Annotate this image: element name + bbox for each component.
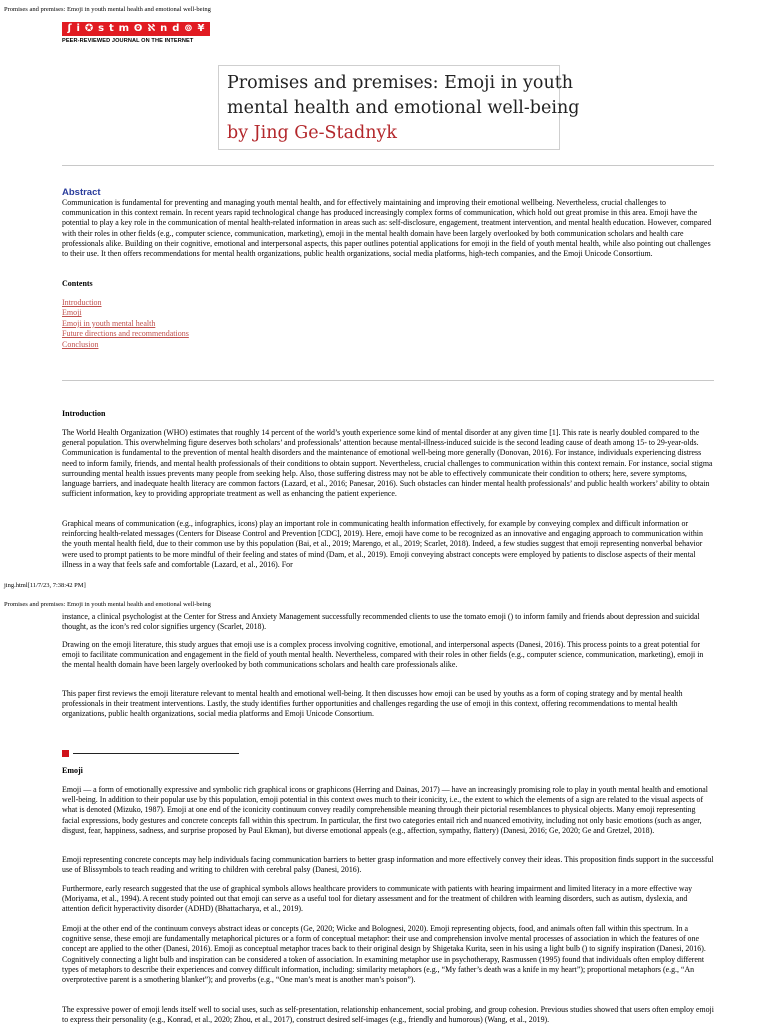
paragraph-text: Graphical means of communication (e.g., infographics, icons) play an important role in communicating health information effectively, for example by conveying complex and difficult information or reinforcing health-related messages (Centers for Disease Control and Prevention [CDC], 2019). Here, emoji have come to be recognized as an innovative and engaging approach to communication within the youth mental health field, due to their common use by this population (Bai, et al., 2019; Marengo, et al., 2019; Scarlet, 2018). Indeed, a few studies suggest that emoji representing nonverbal behavior were used to prompt patients to be more mindful of their feeling and states of mind (Dam, et al., 2019). Emoji conveying abstract concepts were employed by patients to disclose aspects of their mental illness in a way that feels safe and comfortable (Lazard, et al., 2016). For (62, 519, 703, 569)
paragraph-text: instance, a clinical psychologist at the Center for Stress and Anxiety Management successfully recommended clients to use the tomato emoji () to inform family and friends about depression and suicidal thought, as the icon’s red color signifies urgency (Scarlet, 2018). (62, 612, 700, 632)
abstract-paragraph: Communication is fundamental for preventing and managing youth mental health, and for effectively maintaining and improving their emotional wellbeing. Nevertheless, crucial challenges to communication in this context remain. In recent years rapid technological change has produced increasingly complex forms of communication, which hold out great promise in this area. Emoji have the potential to play a key role in the communication of mental health-related information in areas such as: self-disclosure, engagement, treatment intervention, and mental health education. However, compared with their roles in other fields (e.g., computer science, communication, marketing), emoji in the mental health domain have been largely overlooked by both communication scholars and health care professionals alike. Building on their cognitive, emotional and interpersonal aspects, this paper outlines potential applications for emoji in the field of youth mental health, while also pointing out challenges to their use. It then offers recommendations for mental health organizations, public health organizations, social media platforms, high-tech companies, and the Emoji Unicode Consortium. (62, 198, 712, 259)
introduction-paragraph-4 (62, 689, 714, 720)
paragraph-text: The expressive power of emoji lends itself well to social uses, such as self-presentation, relationship enhancement, social probing, and group cohesion. Previous studies showed that users often employ emoji to express their personality (e.g., Konrad, et al., 2020; Zhou, et al., 2017), construct desired self-images (e.g., friendly and humorous) (Wang, et al., 2019). (62, 1005, 714, 1024)
emoji-paragraph-3 (62, 884, 714, 915)
logo-glyph: i (76, 23, 80, 34)
article-title-line-2: mental health and emotional well-being (227, 98, 580, 118)
toc-link-conclusion[interactable]: Conclusion (62, 339, 99, 349)
emoji-paragraph-1 (62, 785, 714, 836)
logo-glyph: ¥ (197, 23, 205, 34)
introduction-paragraph-3 (62, 640, 714, 671)
toc-link-emoji-youth-mental-health[interactable]: Emoji in youth mental health (62, 318, 156, 328)
introduction-paragraph-2 (62, 519, 714, 570)
section-marker-line (73, 753, 239, 754)
table-of-contents (62, 298, 189, 350)
logo-glyph: ✪ (84, 23, 94, 34)
print-timestamp: jing.html[11/7/23, 7:38:42 PM] (4, 582, 86, 589)
article-author: by Jing Ge-Stadnyk (227, 123, 397, 143)
paragraph-text: Furthermore, early research suggested that the use of graphical symbols allows healthcare providers to communicate with patients with hearing impairment and limited literacy in a more effective way (Moriyama, et al., 1994). A recent study pointed out that emoji can serve as a useful tool for dietary assessment and for the treatment of children with learning disorders, such as autism, dyslexia, and attention deficit hyperactivity disorder (ADHD) (Bhattacharya, et al., 2019). (62, 884, 693, 914)
article-title-card (218, 65, 580, 150)
emoji-paragraph-2 (62, 855, 714, 875)
emoji-paragraph-5 (62, 1005, 714, 1024)
logo-glyph: ʘ (133, 23, 143, 34)
paragraph-text: Emoji representing concrete concepts may help individuals facing communication barriers to better grasp information and more effectively convey their ideas. This proposition finds support in the successful use of Blissymbols to teach reading and writing to children with cerebral palsy (Danesi, 2016). (62, 855, 714, 875)
introduction-paragraph-2-continued (62, 612, 714, 632)
logo-glyph: d (172, 23, 180, 34)
paragraph-text: This paper first reviews the emoji literature relevant to mental health and emotional well-being. It then discusses how emoji can be used by youths as a form of coping strategy and by mental health professionals in their treatment interventions. Lastly, the study identifies further opportunities and challenges regarding the use of emoji in this context, offering recommendations to mental health organizations, public health organizations, social media platforms and Emoji Unicode Consortium. (62, 689, 683, 719)
introduction-heading: Introduction (62, 409, 106, 418)
abstract-text (62, 198, 714, 259)
emoji-heading: Emoji (62, 766, 83, 775)
toc-link-emoji[interactable]: Emoji (62, 308, 82, 318)
paragraph-text: Emoji — a form of emotionally expressive and symbolic rich graphical icons or graphicons (Herring and Dainas, 2017) — have an increasingly promising role to play in youth mental health and emotional well-being. In addition to their popular use by this population, emoji potential in this context owes much to their iconicity, i.e., the extent to which the elements of a sign are related to the visual aspects of what is denoted (Mizuko, 1987). Emoji at one end of the iconicity continuum convey readily comprehensible meaning through their pictorial resemblances to physical objects. Many emoji representing facial expressions, body gestures and concrete concepts fall within this spectrum. In particular, the first two categories entail rich and nuanced emotivity, including not only basic emotions (such as anger, disgust, fear, happiness, sadness, and surprise proposed by Paul Ekman), but diverse emotional appeals (e.g., affection, sympathy, flattery) (Danesi, 2016; Ge, 2020; Ge and Gretzel, 2018). (62, 785, 708, 835)
emoji-paragraph-4 (62, 924, 714, 985)
introduction-paragraph-1 (62, 428, 714, 499)
paragraph-text: The World Health Organization (WHO) estimates that roughly 14 percent of the world’s youth experience some kind of mental disorder at any given time [1]. This rate is nearly doubled compared to the general population. This overwhelming figure deserves both scholars’ and professionals’ attention because mental-illness-induced suicide is the second leading cause of death among 15- to 29-year-olds. Communication is fundamental to the prevention of mental health disorders and the maintenance of emotional well-being more generally (Donovan, 2016). For instance, individuals experiencing distress need to inform family, friends, and mental health professionals of their conditions to obtain support. Nevertheless, crucial challenges to communication within this context remain. For instance, social stigma surrounding mental health issues prevents many people from seeking help. Also, those suffering distress may not be able to effectively communicate their condition to others; here, severe symptoms, language barriers, and inadequate health literacy are common factors (Lazard, et al., 2016; Panesar, 2016). Such obstacles can hinder mental health professionals’ and public health workers’ ability to obtain sufficient information, key to providing appropriate treatment as well as enhancing the patient experience. (62, 428, 713, 499)
logo-tagline: PEER-REVIEWED JOURNAL ON THE INTERNET (62, 38, 194, 44)
contents-heading: Contents (62, 279, 93, 288)
article-title-line-1: Promises and premises: Emoji in youth (227, 73, 574, 93)
logo-glyph: t (108, 23, 114, 34)
logo-glyph: ⊚ (184, 23, 193, 34)
toc-link-introduction[interactable]: Introduction (62, 298, 102, 307)
running-head: Promises and premises: Emoji in youth mental health and emotional well-being (4, 6, 211, 13)
abstract-heading: Abstract (62, 187, 101, 198)
toc-link-future-directions[interactable]: Future directions and recommendations (62, 329, 189, 339)
paragraph-text: Emoji at the other end of the continuum conveys abstract ideas or concepts (Ge, 2020; Wicke and Bolognesi, 2020). Emoji representing objects, food, and animals often fall within this spectrum. In a cognitive sense, these emoji are fundamentally metaphorical pictures or a form of conceptual metaphor: their use and comprehension involve mental processes of association in which the features of one concept are applied to the other (Danesi, 2016). Emoji as conceptual metaphor traces back to their original design by Shigetaka Kurita, seen in his using a light bulb () to signify inspiration (Danesi, 2016). Cognitively connecting a light bulb and inspiration can be considered a token of association. In examining metaphor use in psychotherapy, Rasmussen (1995) found that individuals often employ different types of metaphors to describe their experiences and convey difficult information, including: similarity metaphors (e.g., “My father’s death was a knife in my heart”); proportional metaphors (e.g., “An overprotective parent is a smothering blanket”); and proverbs (e.g., “One man’s meat is another man’s poison”). (62, 924, 706, 985)
divider (62, 380, 714, 381)
logo-glyph: n (160, 23, 168, 34)
logo-wordmark (62, 22, 210, 36)
paragraph-text: Drawing on the emoji literature, this study argues that emoji use is a complex process involving cognitive, emotional, and interpersonal aspects (Danesi, 2016). This process points to a great potential for emoji to facilitate communication and engagement in the field of youth mental health. Nevertheless, compared with their roles in other fields (e.g., computer science, communication, marketing), emoji in the mental health domain have been largely overlooked by both communications scholars and health care professionals alike. (62, 640, 704, 670)
logo-glyph: ʃ (67, 23, 72, 34)
logo-glyph: s (98, 23, 105, 34)
journal-logo[interactable] (62, 22, 210, 48)
logo-glyph: ℵ (147, 23, 156, 34)
running-head-page-2: Promises and premises: Emoji in youth mental health and emotional well-being (4, 601, 211, 608)
divider (62, 165, 714, 166)
logo-glyph: m (118, 23, 130, 34)
section-marker-icon (62, 750, 69, 757)
